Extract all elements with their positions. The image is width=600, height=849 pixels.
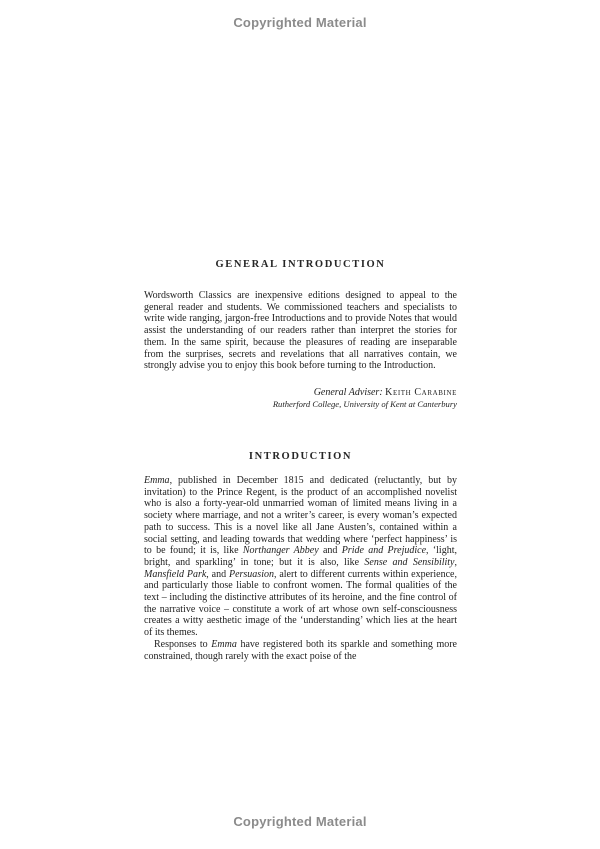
adviser-affiliation-line: Rutherford College, University of Kent at Canterbury [272, 399, 457, 409]
adviser-block [144, 387, 457, 410]
general-adviser-line: General Adviser: Keith Carabine [313, 387, 457, 398]
introduction-heading: INTRODUCTION [248, 451, 353, 462]
general-introduction-paragraph: Wordsworth Classics are inexpensive editions designed to appeal to the general reader and students. We commissioned teachers and specialists to write wide ranging, jargon-free Introductions and to provide Notes that would assist the understanding of our readers rather than interpret the stories for them. In the same spirit, because the pleasures of reading are inseparable from the surprises, secrets and revelations that all narratives contain, we strongly advise you to enjoy this book before turning to the Introduction. [144, 290, 457, 372]
watermark-top: Copyrighted Material [233, 15, 367, 30]
watermark-bottom: Copyrighted Material [233, 814, 367, 829]
general-introduction-heading: GENERAL INTRODUCTION [215, 259, 386, 270]
introduction-paragraph-1: Emma, published in December 1815 and dedicated (reluctantly, but by invitation) to the Prince Regent, is the product of an accomplished novelist who is also a forty-year-old unmarried woman of limited means living in a society where marriage, and not a writer’s career, is every woman’s expected path to success. This is a novel like all Jane Austen’s, contained within a social setting, and leading towards that wedding where ‘perfect happiness’ is to be found; it is, like Northanger Abbey and Pride and Prejudice, ‘light, bright, and sparkling’ in tone; but it is also, like Sense and Sensibility, Mansfield Park, and Persuasion, alert to different currents within experience, and particularly those liable to confront women. The formal qualities of the text – including the distinctive attributes of its heroine, and the fine control of the narrative voice – constitute a work of art whose own self-consciousness creates a witty aesthetic image of the ‘understanding’ which lies at the heart of its themes. [144, 475, 457, 639]
introduction-body [144, 475, 457, 662]
introduction-paragraph-2: Responses to Emma have registered both its sparkle and something more constrained, though rarely with the exact poise of the [144, 638, 457, 662]
